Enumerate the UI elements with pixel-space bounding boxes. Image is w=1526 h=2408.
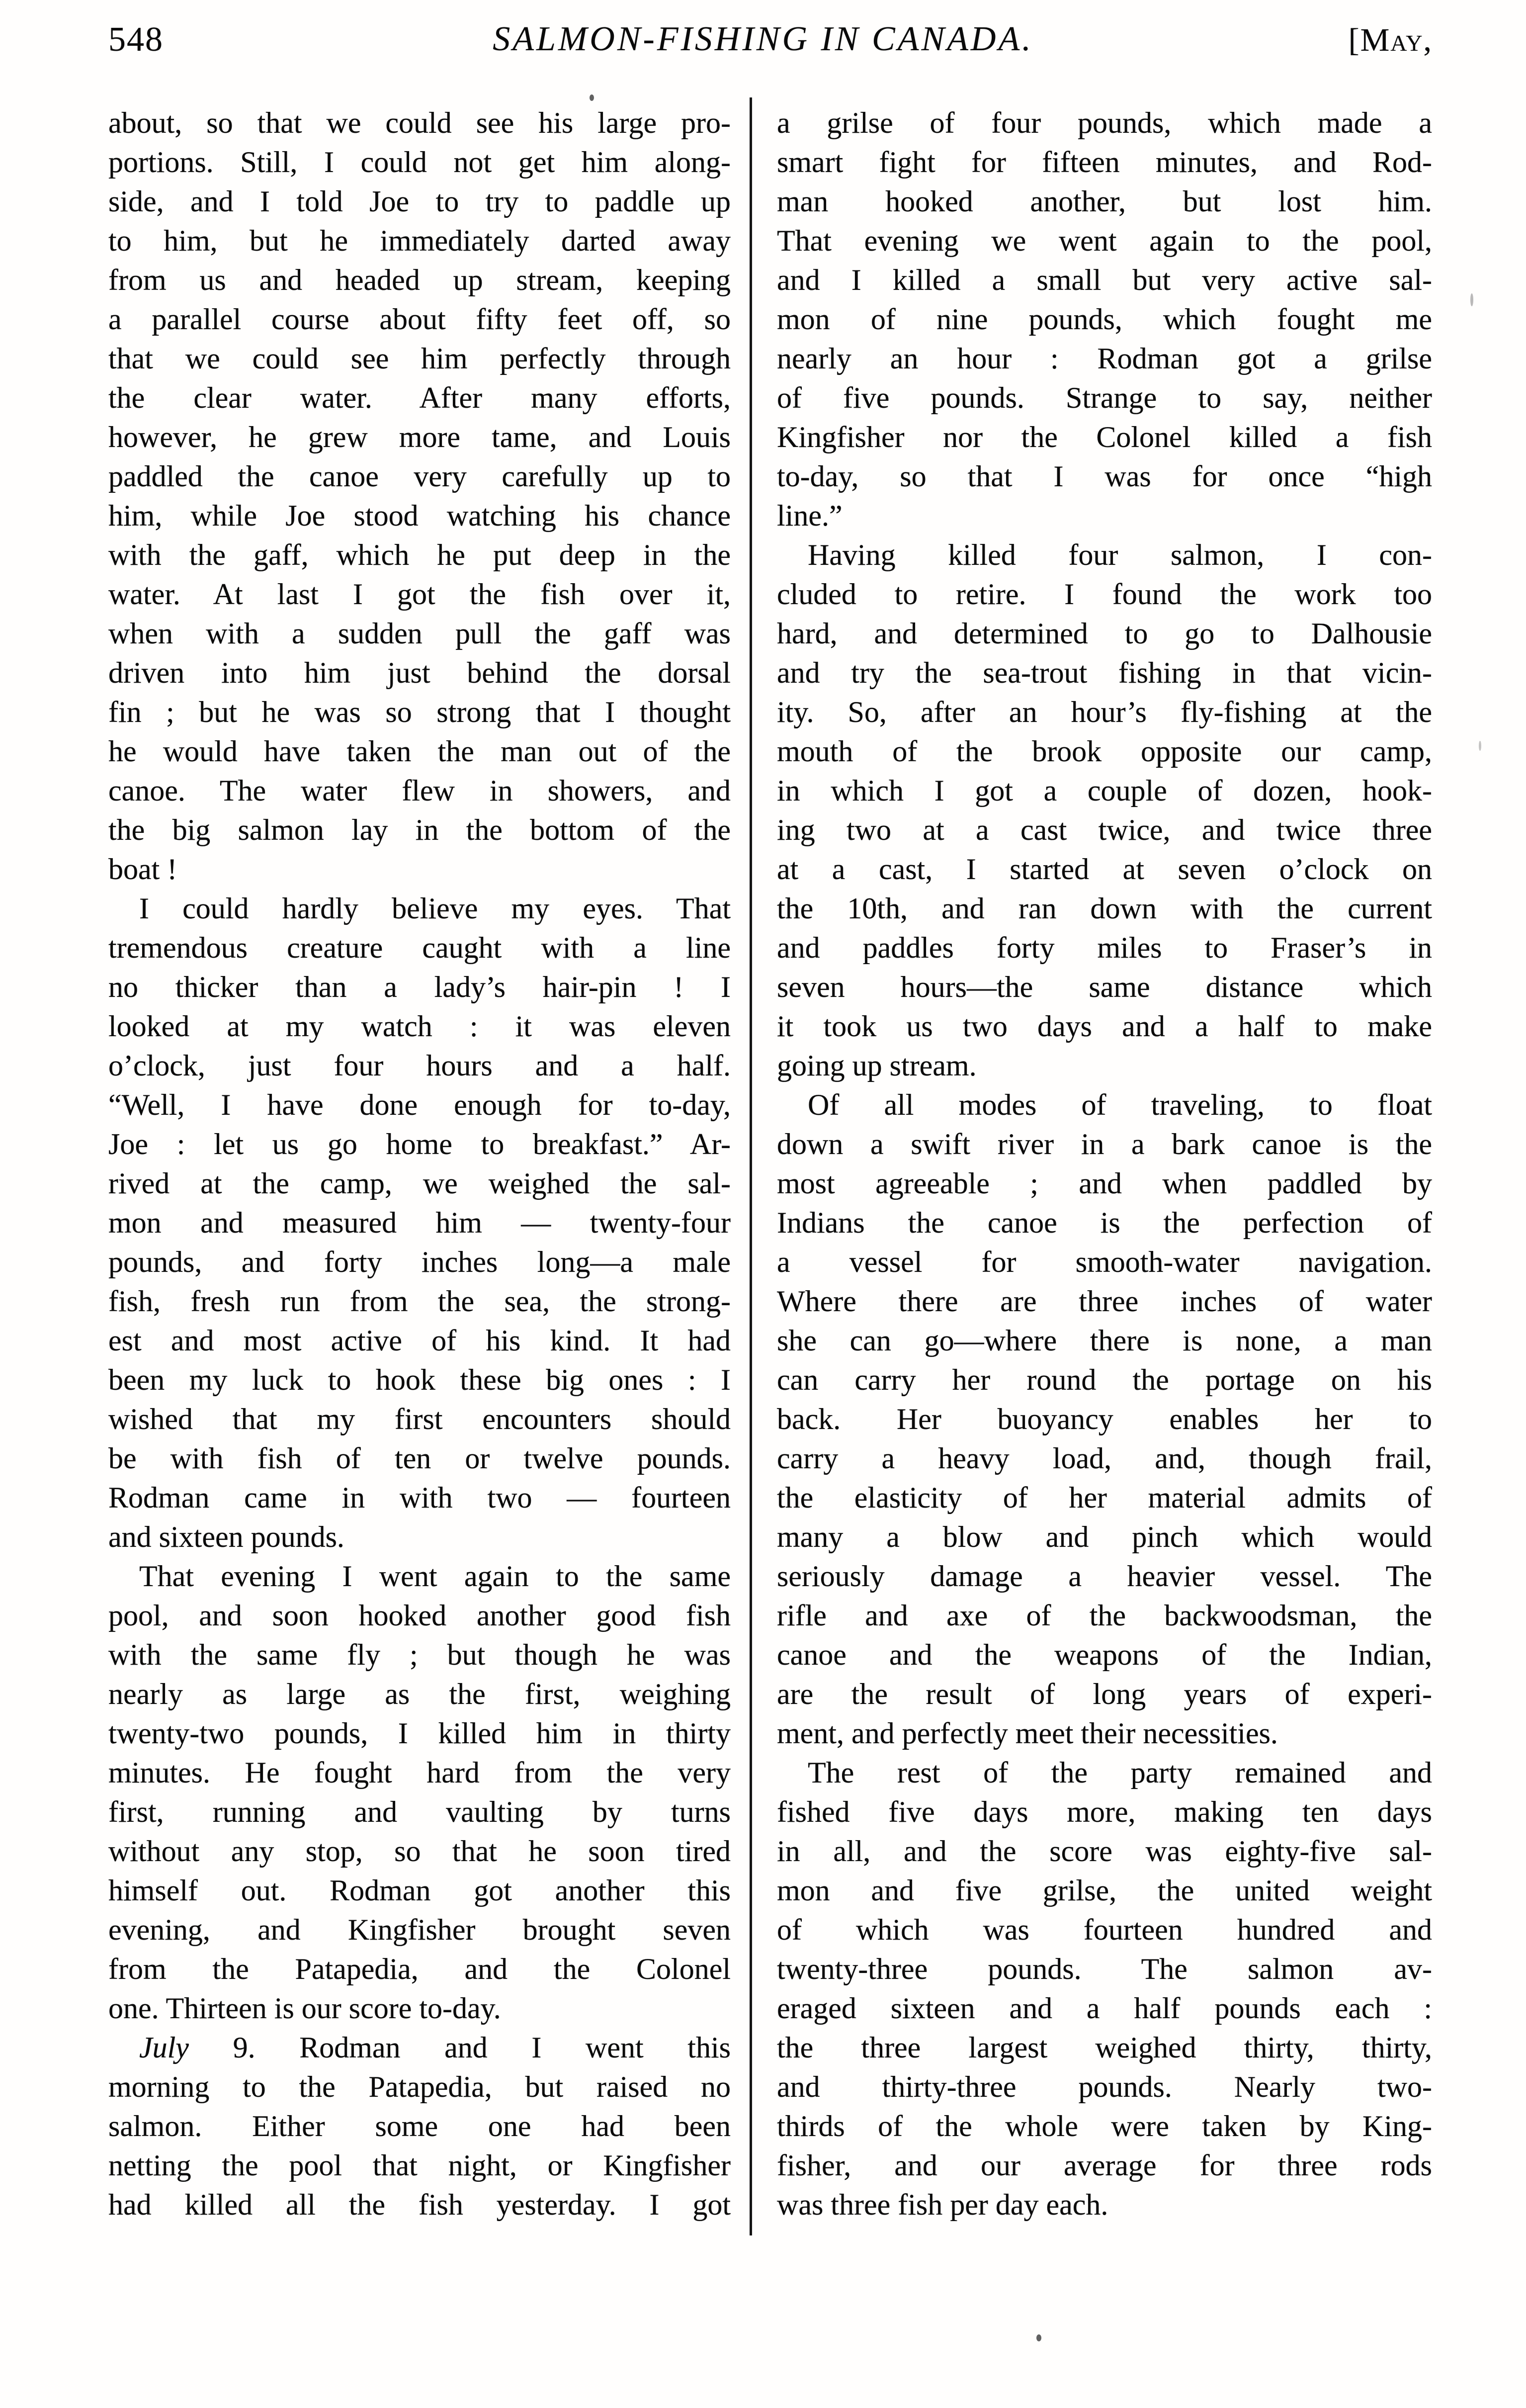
text-line: to-day, so that I was for once “high	[777, 460, 1432, 493]
text-line: he would have taken the man out of the	[108, 735, 731, 768]
text-line: with the gaff, which he put deep in the	[108, 538, 731, 571]
text-line: down a swift river in a bark canoe is the	[777, 1128, 1432, 1160]
text-line: canoe and the weapons of the Indian,	[777, 1638, 1432, 1671]
page-number: 548	[108, 20, 164, 59]
text-line: o’clock, just four hours and a half.	[108, 1049, 731, 1082]
text-line: been my luck to hook these big ones : I	[108, 1363, 731, 1396]
text-line: himself out. Rodman got another this	[108, 1874, 731, 1907]
text-line: minutes. He fought hard from the very	[108, 1756, 731, 1789]
text-line: line.”	[777, 499, 843, 532]
text-line: most agreeable ; and when paddled by	[777, 1167, 1432, 1200]
text-line: Having killed four salmon, I con-	[808, 538, 1432, 571]
text-line: fin ; but he was so strong that I thought	[108, 696, 731, 728]
text-line: I could hardly believe my eyes. That	[139, 892, 731, 925]
text-line: fisher, and our average for three rods	[777, 2149, 1432, 2182]
paragraph	[777, 1753, 1432, 2225]
text-line: canoe. The water flew in showers, and	[108, 774, 731, 807]
text-line: a grilse of four pounds, which made a	[777, 106, 1432, 139]
text-line: fish, fresh run from the sea, the strong-	[108, 1285, 731, 1318]
text-line: est and most active of his kind. It had	[108, 1324, 731, 1357]
text-line: seriously damage a heavier vessel. The	[777, 1560, 1432, 1593]
text-line: back. Her buoyancy enables her to	[777, 1403, 1432, 1435]
text-line: That evening I went again to the same	[139, 1560, 731, 1593]
text-line: at a cast, I started at seven o’clock on	[777, 853, 1432, 886]
text-line: tremendous creature caught with a line	[108, 931, 731, 964]
scan-speck	[590, 94, 594, 101]
text-line: no thicker than a lady’s hair-pin ! I	[108, 971, 731, 1003]
text-line: salmon. Either some one had been	[108, 2110, 731, 2142]
text-line: and I killed a small but very active sal-	[777, 264, 1432, 296]
text-line: from the Patapedia, and the Colonel	[108, 1953, 731, 1985]
text-line: about, so that we could see his large pro-	[108, 106, 731, 139]
text-line: eraged sixteen and a half pounds each :	[777, 1992, 1432, 2025]
text-line: in which I got a couple of dozen, hook-	[777, 774, 1432, 807]
text-line: Where there are three inches of water	[777, 1285, 1432, 1318]
text-line: had killed all the fish yesterday. I got	[108, 2188, 731, 2221]
text-line: The rest of the party remained and	[808, 1756, 1432, 1789]
text-line: with the same fly ; but though he was	[108, 1638, 731, 1671]
text-line: “Well, I have done enough for to-day,	[108, 1088, 731, 1121]
text-line: of five pounds. Strange to say, neither	[777, 381, 1432, 414]
text-line: nearly as large as the first, weighing	[108, 1678, 731, 1710]
text-column-right	[777, 103, 1432, 2225]
paragraph	[777, 1085, 1432, 1753]
text-line: paddled the canoe very carefully up to	[108, 460, 731, 493]
text-line: nearly an hour : Rodman got a grilse	[777, 342, 1432, 375]
text-line: of which was fourteen hundred and	[777, 1913, 1432, 1946]
text-line: cluded to retire. I found the work too	[777, 578, 1432, 611]
text-line: Rodman came in with two — fourteen	[108, 1481, 731, 1514]
text-line: mouth of the brook opposite our camp,	[777, 735, 1432, 768]
text-line: the clear water. After many efforts,	[108, 381, 731, 414]
paragraph	[108, 103, 731, 889]
text-line: the 10th, and ran down with the current	[777, 892, 1432, 925]
text-line: rived at the camp, we weighed the sal-	[108, 1167, 731, 1200]
text-line: Kingfisher nor the Colonel killed a fish	[777, 421, 1432, 453]
text-line: a vessel for smooth-water navigation.	[777, 1246, 1432, 1278]
text-line: a parallel course about fifty feet off, so	[108, 303, 731, 336]
running-title: SALMON-FISHING IN CANADA.	[493, 20, 1033, 58]
text-line: when with a sudden pull the gaff was	[108, 617, 731, 650]
text-line: however, he grew more tame, and Louis	[108, 421, 731, 453]
text-line: it took us two days and a half to make	[777, 1010, 1432, 1043]
text-line: water. At last I got the fish over it,	[108, 578, 731, 611]
text-line: going up stream.	[777, 1049, 977, 1082]
text-line: was three fish per day each.	[777, 2188, 1108, 2221]
text-line: fished five days more, making ten days	[777, 1795, 1432, 1828]
paragraph	[108, 889, 731, 1557]
text-line: Joe : let us go home to breakfast.” Ar-	[108, 1128, 731, 1160]
text-column-left	[108, 103, 731, 2225]
text-line: man hooked another, but lost him.	[777, 185, 1432, 218]
text-line: morning to the Patapedia, but raised no	[108, 2070, 731, 2103]
scan-speck	[1470, 293, 1473, 306]
scan-speck	[1036, 2334, 1041, 2341]
text-line: hard, and determined to go to Dalhousie	[777, 617, 1432, 650]
text-line: thirds of the whole were taken by King-	[777, 2110, 1432, 2142]
text-line: are the result of long years of experi-	[777, 1678, 1432, 1710]
text-line: carry a heavy load, and, though frail,	[777, 1442, 1432, 1475]
text-line: and sixteen pounds.	[108, 1520, 344, 1553]
text-line: can carry her round the portage on his	[777, 1363, 1432, 1396]
text-line: be with fish of ten or twelve pounds.	[108, 1442, 731, 1475]
paragraph	[108, 2028, 731, 2225]
text-line: July 9. Rodman and I went this	[139, 2031, 731, 2064]
text-line: wished that my first encounters should	[108, 1403, 731, 1435]
text-line: one. Thirteen is our score to-day.	[108, 1992, 501, 2025]
text-line: to him, but he immediately darted away	[108, 224, 731, 257]
text-line: in all, and the score was eighty-five sal-	[777, 1835, 1432, 1868]
text-line: rifle and axe of the backwoodsman, the	[777, 1599, 1432, 1632]
text-line: that we could see him perfectly through	[108, 342, 731, 375]
text-line: and try the sea-trout fishing in that vicin-	[777, 656, 1432, 689]
text-line: without any stop, so that he soon tired	[108, 1835, 731, 1868]
text-line: the elasticity of her material admits of	[777, 1481, 1432, 1514]
paragraph	[777, 103, 1432, 535]
paragraph	[777, 535, 1432, 1085]
text-line: side, and I told Joe to try to paddle up	[108, 185, 731, 218]
text-line: looked at my watch : it was eleven	[108, 1010, 731, 1043]
text-line: twenty-two pounds, I killed him in thirty	[108, 1717, 731, 1750]
text-line: portions. Still, I could not get him along-	[108, 146, 731, 178]
text-line: evening, and Kingfisher brought seven	[108, 1913, 731, 1946]
text-line: mon and measured him — twenty-four	[108, 1206, 731, 1239]
text-line: netting the pool that night, or Kingfisher	[108, 2149, 731, 2182]
text-line: mon of nine pounds, which fought me	[777, 303, 1432, 336]
text-line: ing two at a cast twice, and twice three	[777, 813, 1432, 846]
text-line: first, running and vaulting by turns	[108, 1795, 731, 1828]
text-line: ity. So, after an hour’s fly-fishing at the	[777, 696, 1432, 728]
text-line: many a blow and pinch which would	[777, 1520, 1432, 1553]
text-line: Indians the canoe is the perfection of	[777, 1206, 1432, 1239]
text-line: seven hours—the same distance which	[777, 971, 1432, 1003]
text-line: pool, and soon hooked another good fish	[108, 1599, 731, 1632]
text-line: mon and five grilse, the united weight	[777, 1874, 1432, 1907]
text-line: she can go—where there is none, a man	[777, 1324, 1432, 1357]
text-line: Of all modes of traveling, to float	[808, 1088, 1432, 1121]
text-line: driven into him just behind the dorsal	[108, 656, 731, 689]
text-line: boat !	[108, 853, 177, 886]
text-line: pounds, and forty inches long—a male	[108, 1246, 731, 1278]
text-line: from us and headed up stream, keeping	[108, 264, 731, 296]
text-line: ment, and perfectly meet their necessities.	[777, 1717, 1278, 1750]
text-line: smart fight for fifteen minutes, and Rod-	[777, 146, 1432, 178]
text-line: twenty-three pounds. The salmon av-	[777, 1953, 1432, 1985]
text-line: That evening we went again to the pool,	[777, 224, 1432, 257]
issue-date: [May,	[1348, 22, 1433, 58]
text-line: him, while Joe stood watching his chance	[108, 499, 731, 532]
paragraph	[108, 1557, 731, 2028]
text-line: and thirty-three pounds. Nearly two-	[777, 2070, 1432, 2103]
text-line: the three largest weighed thirty, thirty,	[777, 2031, 1432, 2064]
text-line: the big salmon lay in the bottom of the	[108, 813, 731, 846]
column-divider-rule	[750, 97, 752, 2235]
date-italic: July	[139, 2031, 189, 2064]
scan-speck	[1479, 741, 1481, 751]
text-line: and paddles forty miles to Fraser’s in	[777, 931, 1432, 964]
